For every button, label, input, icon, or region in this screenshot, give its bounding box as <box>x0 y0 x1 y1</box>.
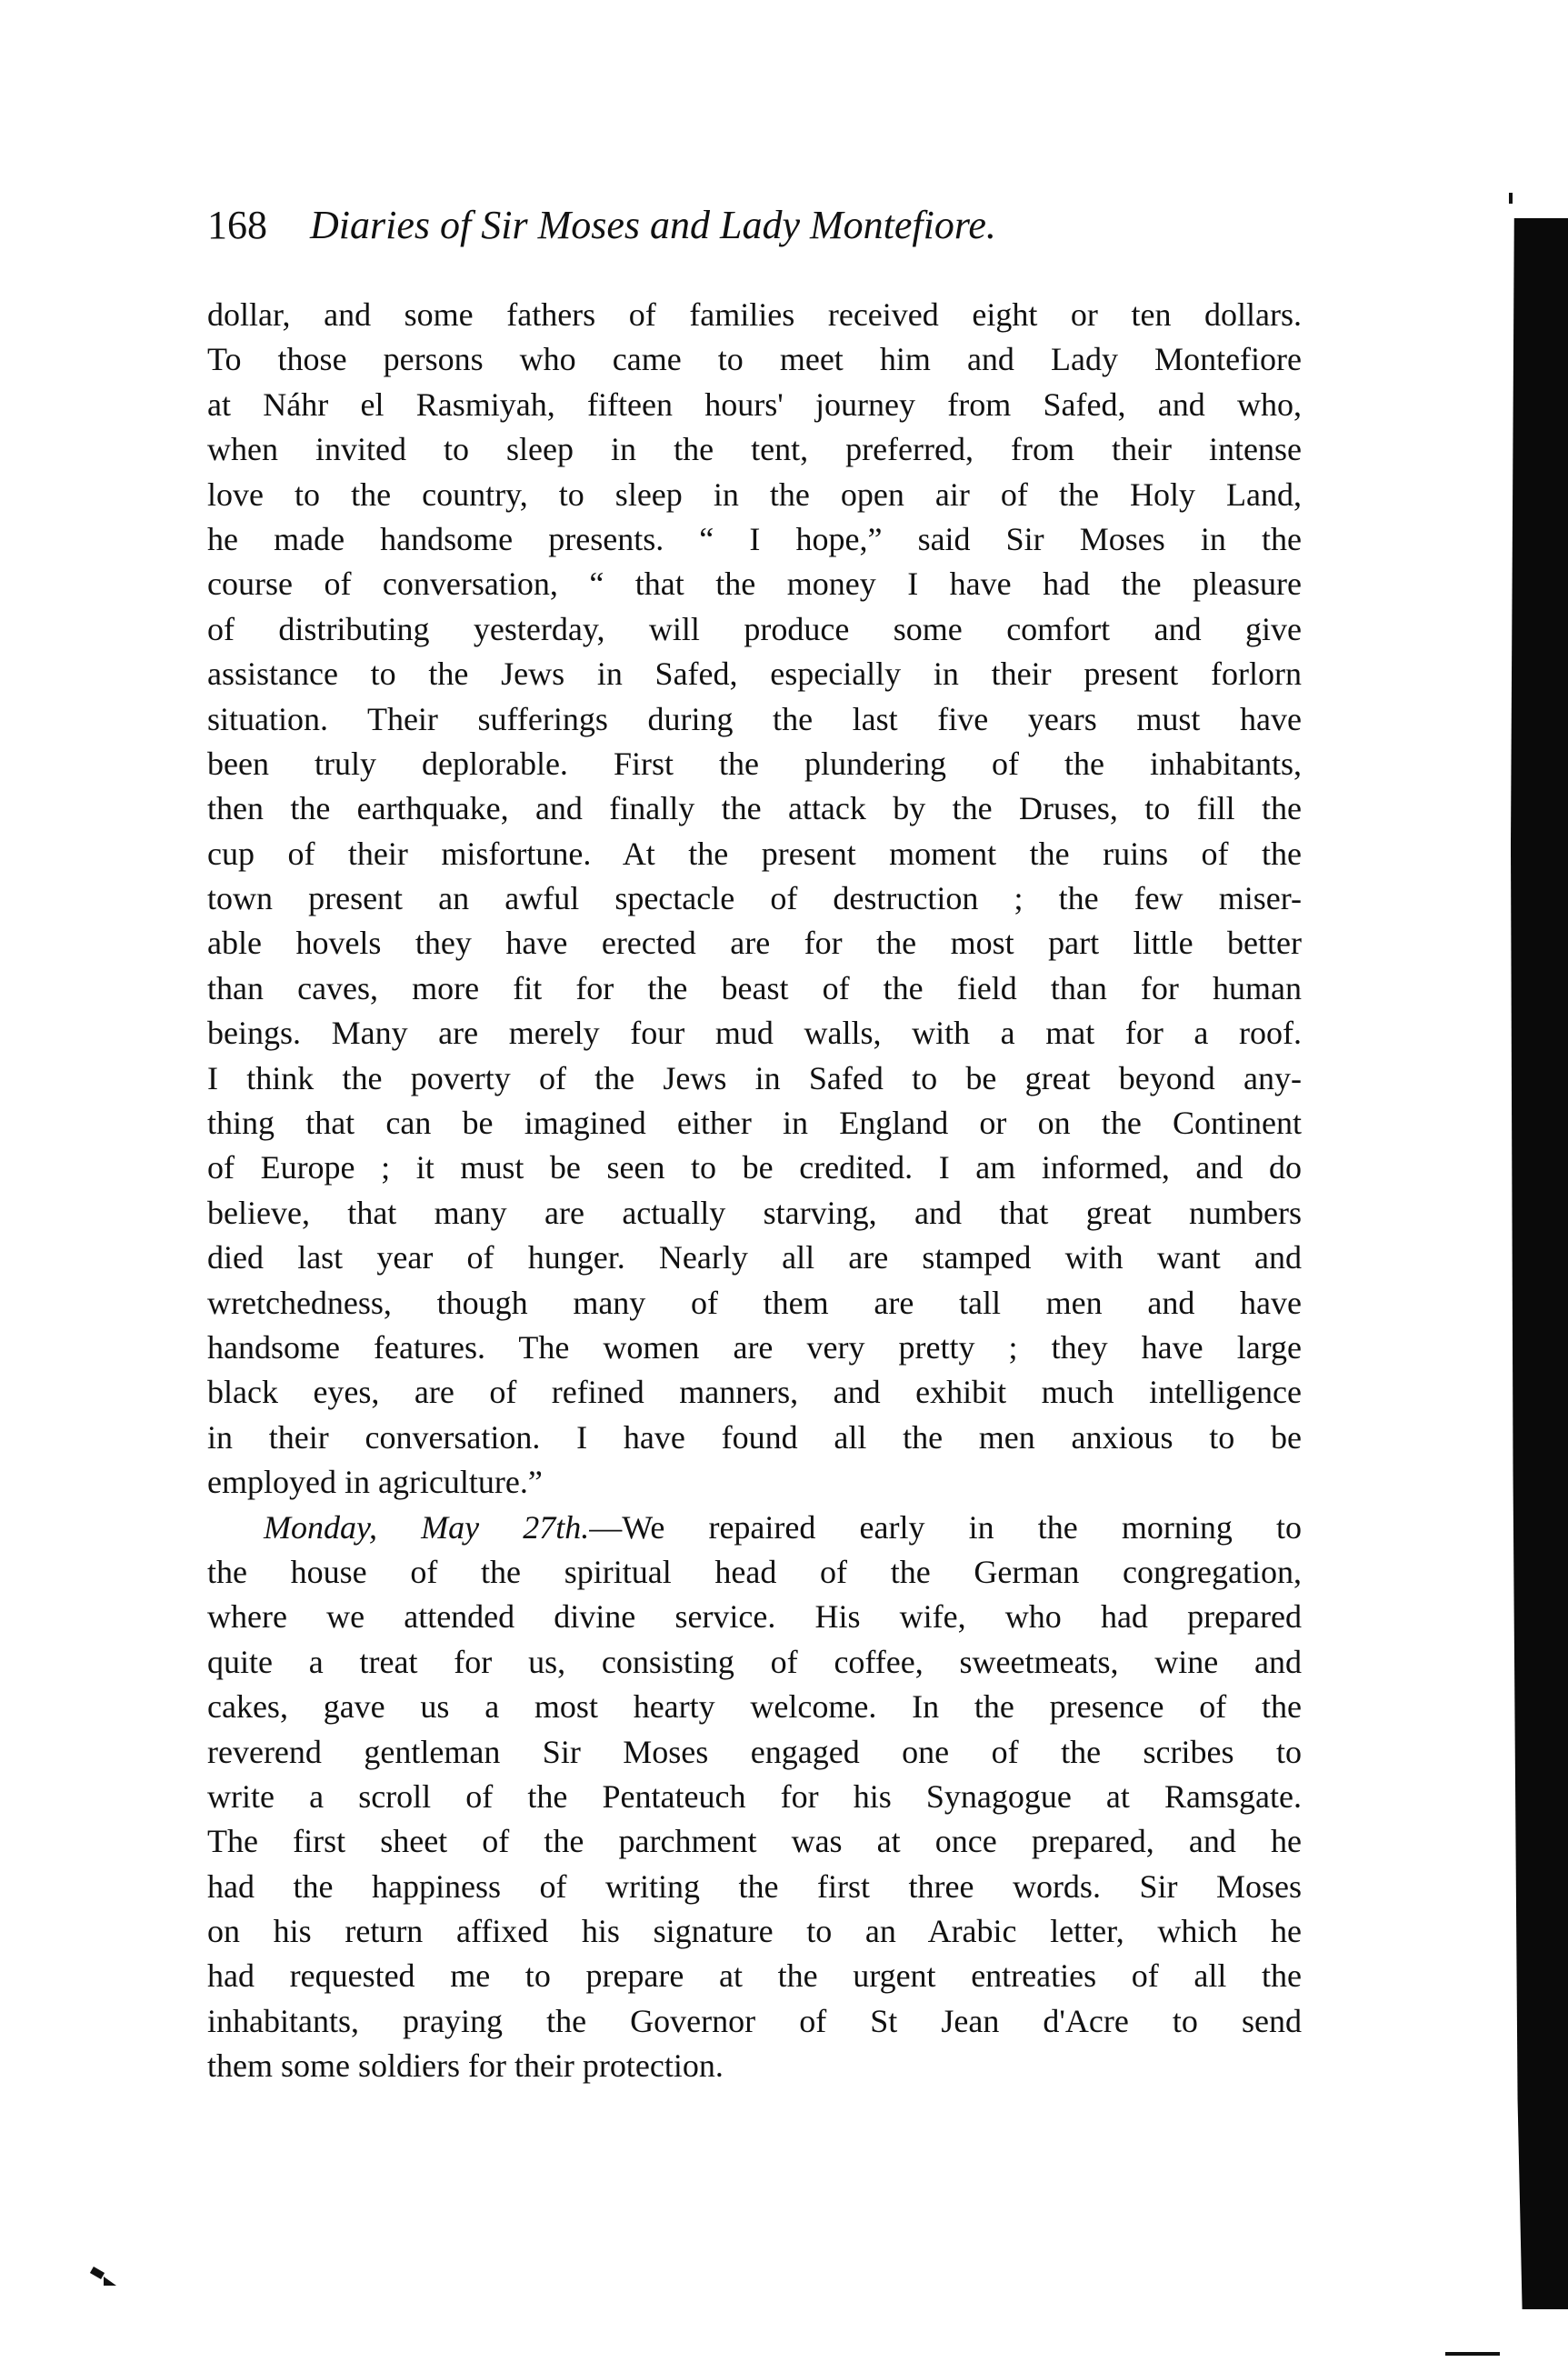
page-number: 168 <box>207 203 267 247</box>
text-line: the house of the spiritual head of the German congregation, <box>207 1553 1302 1590</box>
text-line: when invited to sleep in the tent, preferred, from their intense <box>207 431 1302 468</box>
running-title: Diaries of Sir Moses and Lady Montefiore. <box>310 203 996 247</box>
scan-mark <box>1509 193 1513 204</box>
scan-mark <box>1445 2352 1500 2356</box>
text-line: of distributing yesterday, will produce some comfort and give <box>207 610 1302 647</box>
text-line: of Europe ; it must be seen to be credited. I am informed, and do <box>207 1149 1302 1186</box>
entry-first-line <box>207 1506 1302 1550</box>
corner-mark <box>104 2277 116 2286</box>
text-line: assistance to the Jews in Safed, especially in their present forlorn <box>207 656 1302 693</box>
text-line: dollar, and some fathers of families received eight or ten dollars. <box>207 296 1302 333</box>
text-line: situation. Their sufferings during the last five years must have <box>207 700 1302 737</box>
text-line: died last year of hunger. Nearly all are stamped with want and <box>207 1239 1302 1276</box>
text-line: To those persons who came to meet him and Lady Montefiore <box>207 341 1302 378</box>
running-header <box>207 202 1225 248</box>
text-line: then the earthquake, and finally the attack by the Druses, to fill the <box>207 790 1302 827</box>
text-line: at Náhr el Rasmiyah, fifteen hours' journey from Safed, and who, <box>207 385 1302 423</box>
text-line: he made handsome presents. “ I hope,” said Sir Moses in the <box>207 520 1302 557</box>
entry-text: —We repaired early in the morning to <box>589 1508 1302 1546</box>
text-line: cakes, gave us a most hearty welcome. In the presence of the <box>207 1688 1302 1726</box>
text-line: inhabitants, praying the Governor of St Jean d'Acre to send <box>207 2002 1302 2039</box>
text-line: believe, that many are actually starving, and that great numbers <box>207 1194 1302 1231</box>
text-line: quite a treat for us, consisting of coffee, sweetmeats, wine and <box>207 1643 1302 1680</box>
text-line: love to the country, to sleep in the open air of the Holy Land, <box>207 475 1302 513</box>
text-line: able hovels they have erected are for the most part little better <box>207 925 1302 962</box>
text-line: thing that can be imagined either in England or on the Continent <box>207 1105 1302 1142</box>
text-line: wretchedness, though many of them are tall men and have <box>207 1284 1302 1321</box>
text-line: reverend gentleman Sir Moses engaged one of the scribes to <box>207 1733 1302 1770</box>
text-line: black eyes, are of refined manners, and exhibit much intelligence <box>207 1374 1302 1411</box>
text-line: had the happiness of writing the first three words. Sir Moses <box>207 1867 1302 1905</box>
text-line: cup of their misfortune. At the present moment the ruins of the <box>207 835 1302 872</box>
text-line: them some soldiers for their protection. <box>207 2047 724 2085</box>
text-line: beings. Many are merely four mud walls, with a mat for a roof. <box>207 1015 1302 1052</box>
entry-date: Monday, May 27th. <box>264 1508 590 1546</box>
text-line: handsome features. The women are very pretty ; they have large <box>207 1328 1302 1366</box>
text-line: had requested me to prepare at the urgent entreaties of all the <box>207 1957 1302 1995</box>
text-line: The first sheet of the parchment was at once prepared, and he <box>207 1823 1302 1860</box>
text-line: than caves, more fit for the beast of the field than for human <box>207 969 1302 1006</box>
text-line: where we attended divine service. His wife, who had prepared <box>207 1598 1302 1636</box>
text-line: been truly deplorable. First the plundering of the inhabitants, <box>207 745 1302 782</box>
text-line: employed in agriculture.” <box>207 1464 543 1501</box>
text-line: on his return affixed his signature to an Arabic letter, which he <box>207 1913 1302 1950</box>
text-line: I think the poverty of the Jews in Safed to be great beyond any- <box>207 1059 1302 1096</box>
scan-edge-shadow <box>1511 218 1568 2309</box>
text-line: write a scroll of the Pentateuch for his Synagogue at Ramsgate. <box>207 1777 1302 1815</box>
text-line: town present an awful spectacle of destruction ; the few miser- <box>207 880 1302 917</box>
text-line: course of conversation, “ that the money I have had the pleasure <box>207 565 1302 603</box>
text-line: in their conversation. I have found all the men anxious to be <box>207 1418 1302 1456</box>
page-body <box>207 293 1302 2089</box>
corner-mark <box>90 2267 105 2279</box>
